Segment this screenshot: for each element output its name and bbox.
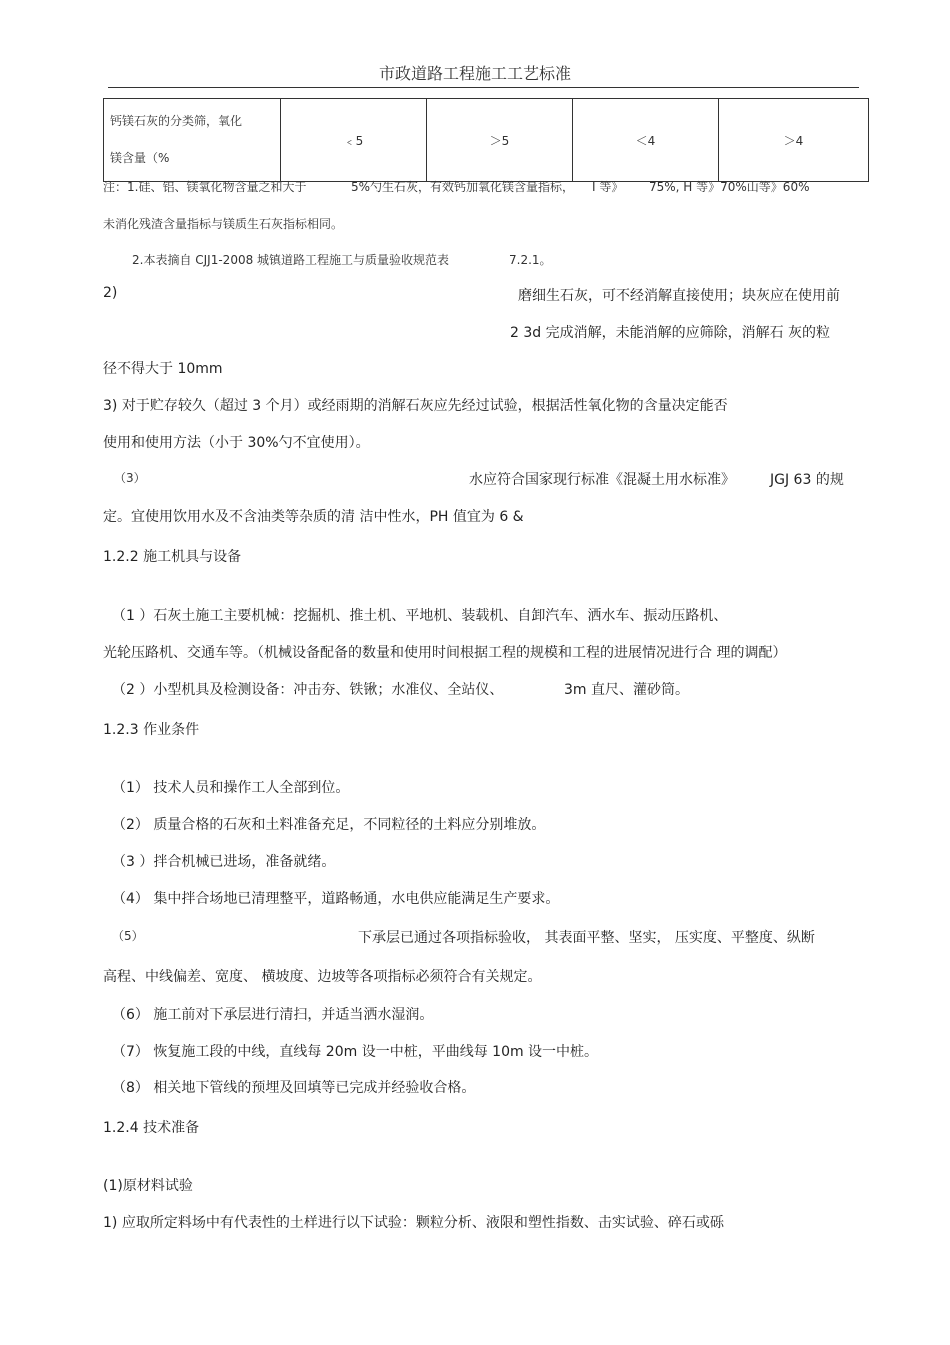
note-line2: 未消化残渣含量指标与镁质生石灰指标相同。 xyxy=(103,217,344,231)
table-cell: ﹤5 xyxy=(281,99,427,182)
raw-material-line1: 1) 应取所定料场中有代表性的土样进行以下试验：颗粒分析、液限和塑性指数、击实试验、碎石或砾 xyxy=(103,1215,724,1231)
table-label-line2: 镁含量（% xyxy=(110,151,170,165)
paragraph-3-line2: 使用和使用方法（小于 30%勺不宜使用）。 xyxy=(103,435,370,451)
condition-item-8: （8） 相关地下管线的预埋及回填等已完成并经验收合格。 xyxy=(112,1080,476,1096)
paragraph-4-line2: 定。宜使用饮用水及不含油类等杂质的清 洁中性水，PH 值宜为 6 & xyxy=(103,509,524,525)
table-row xyxy=(104,99,869,182)
condition-item-5-number: （5） xyxy=(112,929,144,943)
paragraph-2-line2: 2 3d 完成消解，未能消解的应筛除，消解石 灰的粒 xyxy=(510,325,831,341)
condition-item-4: （4） 集中拌合场地已清理整平，道路畅通，水电供应能满足生产要求。 xyxy=(112,891,560,907)
condition-item-6: （6） 施工前对下承层进行清扫，并适当洒水湿润。 xyxy=(112,1007,434,1023)
table-cell: ＜4 xyxy=(573,99,719,182)
condition-item-5-line1: 下承层已通过各项指标验收， 其表面平整、坚实， 压实度、平整度、纵断 xyxy=(358,930,815,946)
condition-item-3: （3 ）拌合机械已进场，准备就绪。 xyxy=(112,854,336,870)
machinery-line2: 光轮压路机、交通车等。（机械设备配备的数量和使用时间根据工程的规模和工程的进展情况进行合 理的调配） xyxy=(103,645,787,661)
condition-item-7: （7） 恢复施工段的中线，直线每 20m 设一中桩，平曲线每 10m 设一中桩。 xyxy=(112,1044,599,1060)
condition-item-5-line2: 高程、中线偏差、宽度、 横坡度、边坡等各项指标必须符合有关规定。 xyxy=(103,969,542,985)
section-heading-1-2-2: 1.2.2 施工机具与设备 xyxy=(103,549,242,565)
note-line1-c: I 等》 xyxy=(592,180,624,194)
machinery-line3-a: （2 ）小型机具及检测设备：冲击夯、铁锹；水准仪、全站仪、 xyxy=(112,682,504,698)
paragraph-2-number: 2) xyxy=(103,285,118,301)
note-line3-b: 7.2.1。 xyxy=(509,253,552,267)
note-line1-b: 5%勺生石灰，有效钙加氧化镁含量指标， xyxy=(351,180,575,194)
paragraph-4-number: （3） xyxy=(114,471,146,485)
lime-classification-table xyxy=(103,98,869,182)
paragraph-3-line1: 3) 对于贮存较久（超过 3 个月）或经雨期的消解石灰应先经过试验，根据活性氧化物的含量决定能否 xyxy=(103,398,728,414)
paragraph-2-line3: 径不得大于 10mm xyxy=(103,361,223,377)
note-line3-a: 2.本表摘自 CJJ1-2008 城镇道路工程施工与质量验收规范表 xyxy=(132,253,450,267)
machinery-line3-b: 3m 直尺、灌砂筒。 xyxy=(564,682,689,698)
machinery-line1: （1 ）石灰土施工主要机械：挖掘机、推土机、平地机、装载机、自卸汽车、洒水车、振动压路机、 xyxy=(112,608,728,624)
raw-material-heading: (1)原材料试验 xyxy=(103,1178,193,1194)
table-cell: ＞4 xyxy=(719,99,869,182)
page-header-title: 市政道路工程施工工艺标准 xyxy=(378,64,571,83)
table-cell-label xyxy=(104,99,281,182)
header-divider xyxy=(108,87,859,88)
table-cell: ＞5 xyxy=(427,99,573,182)
section-heading-1-2-4: 1.2.4 技术准备 xyxy=(103,1120,200,1136)
note-line1-a: 注：1.硅、铝、镁氧化物含量之和大于 xyxy=(103,180,307,194)
paragraph-4-line1-b: JGJ 63 的规 xyxy=(770,472,844,488)
condition-item-1: （1） 技术人员和操作工人全部到位。 xyxy=(112,780,350,796)
condition-item-2: （2） 质量合格的石灰和土料准备充足，不同粒径的土料应分别堆放。 xyxy=(112,817,546,833)
table-label-line1: 钙镁石灰的分类筛，氧化 xyxy=(110,114,243,128)
paragraph-2-line1: 磨细生石灰，可不经消解直接使用；块灰应在使用前 xyxy=(518,288,840,304)
note-line1-d: 75%, H 等》70%山等》60% xyxy=(649,180,810,194)
section-heading-1-2-3: 1.2.3 作业条件 xyxy=(103,722,200,738)
paragraph-4-line1-a: 水应符合国家现行标准《混凝土用水标准》 xyxy=(469,472,735,488)
